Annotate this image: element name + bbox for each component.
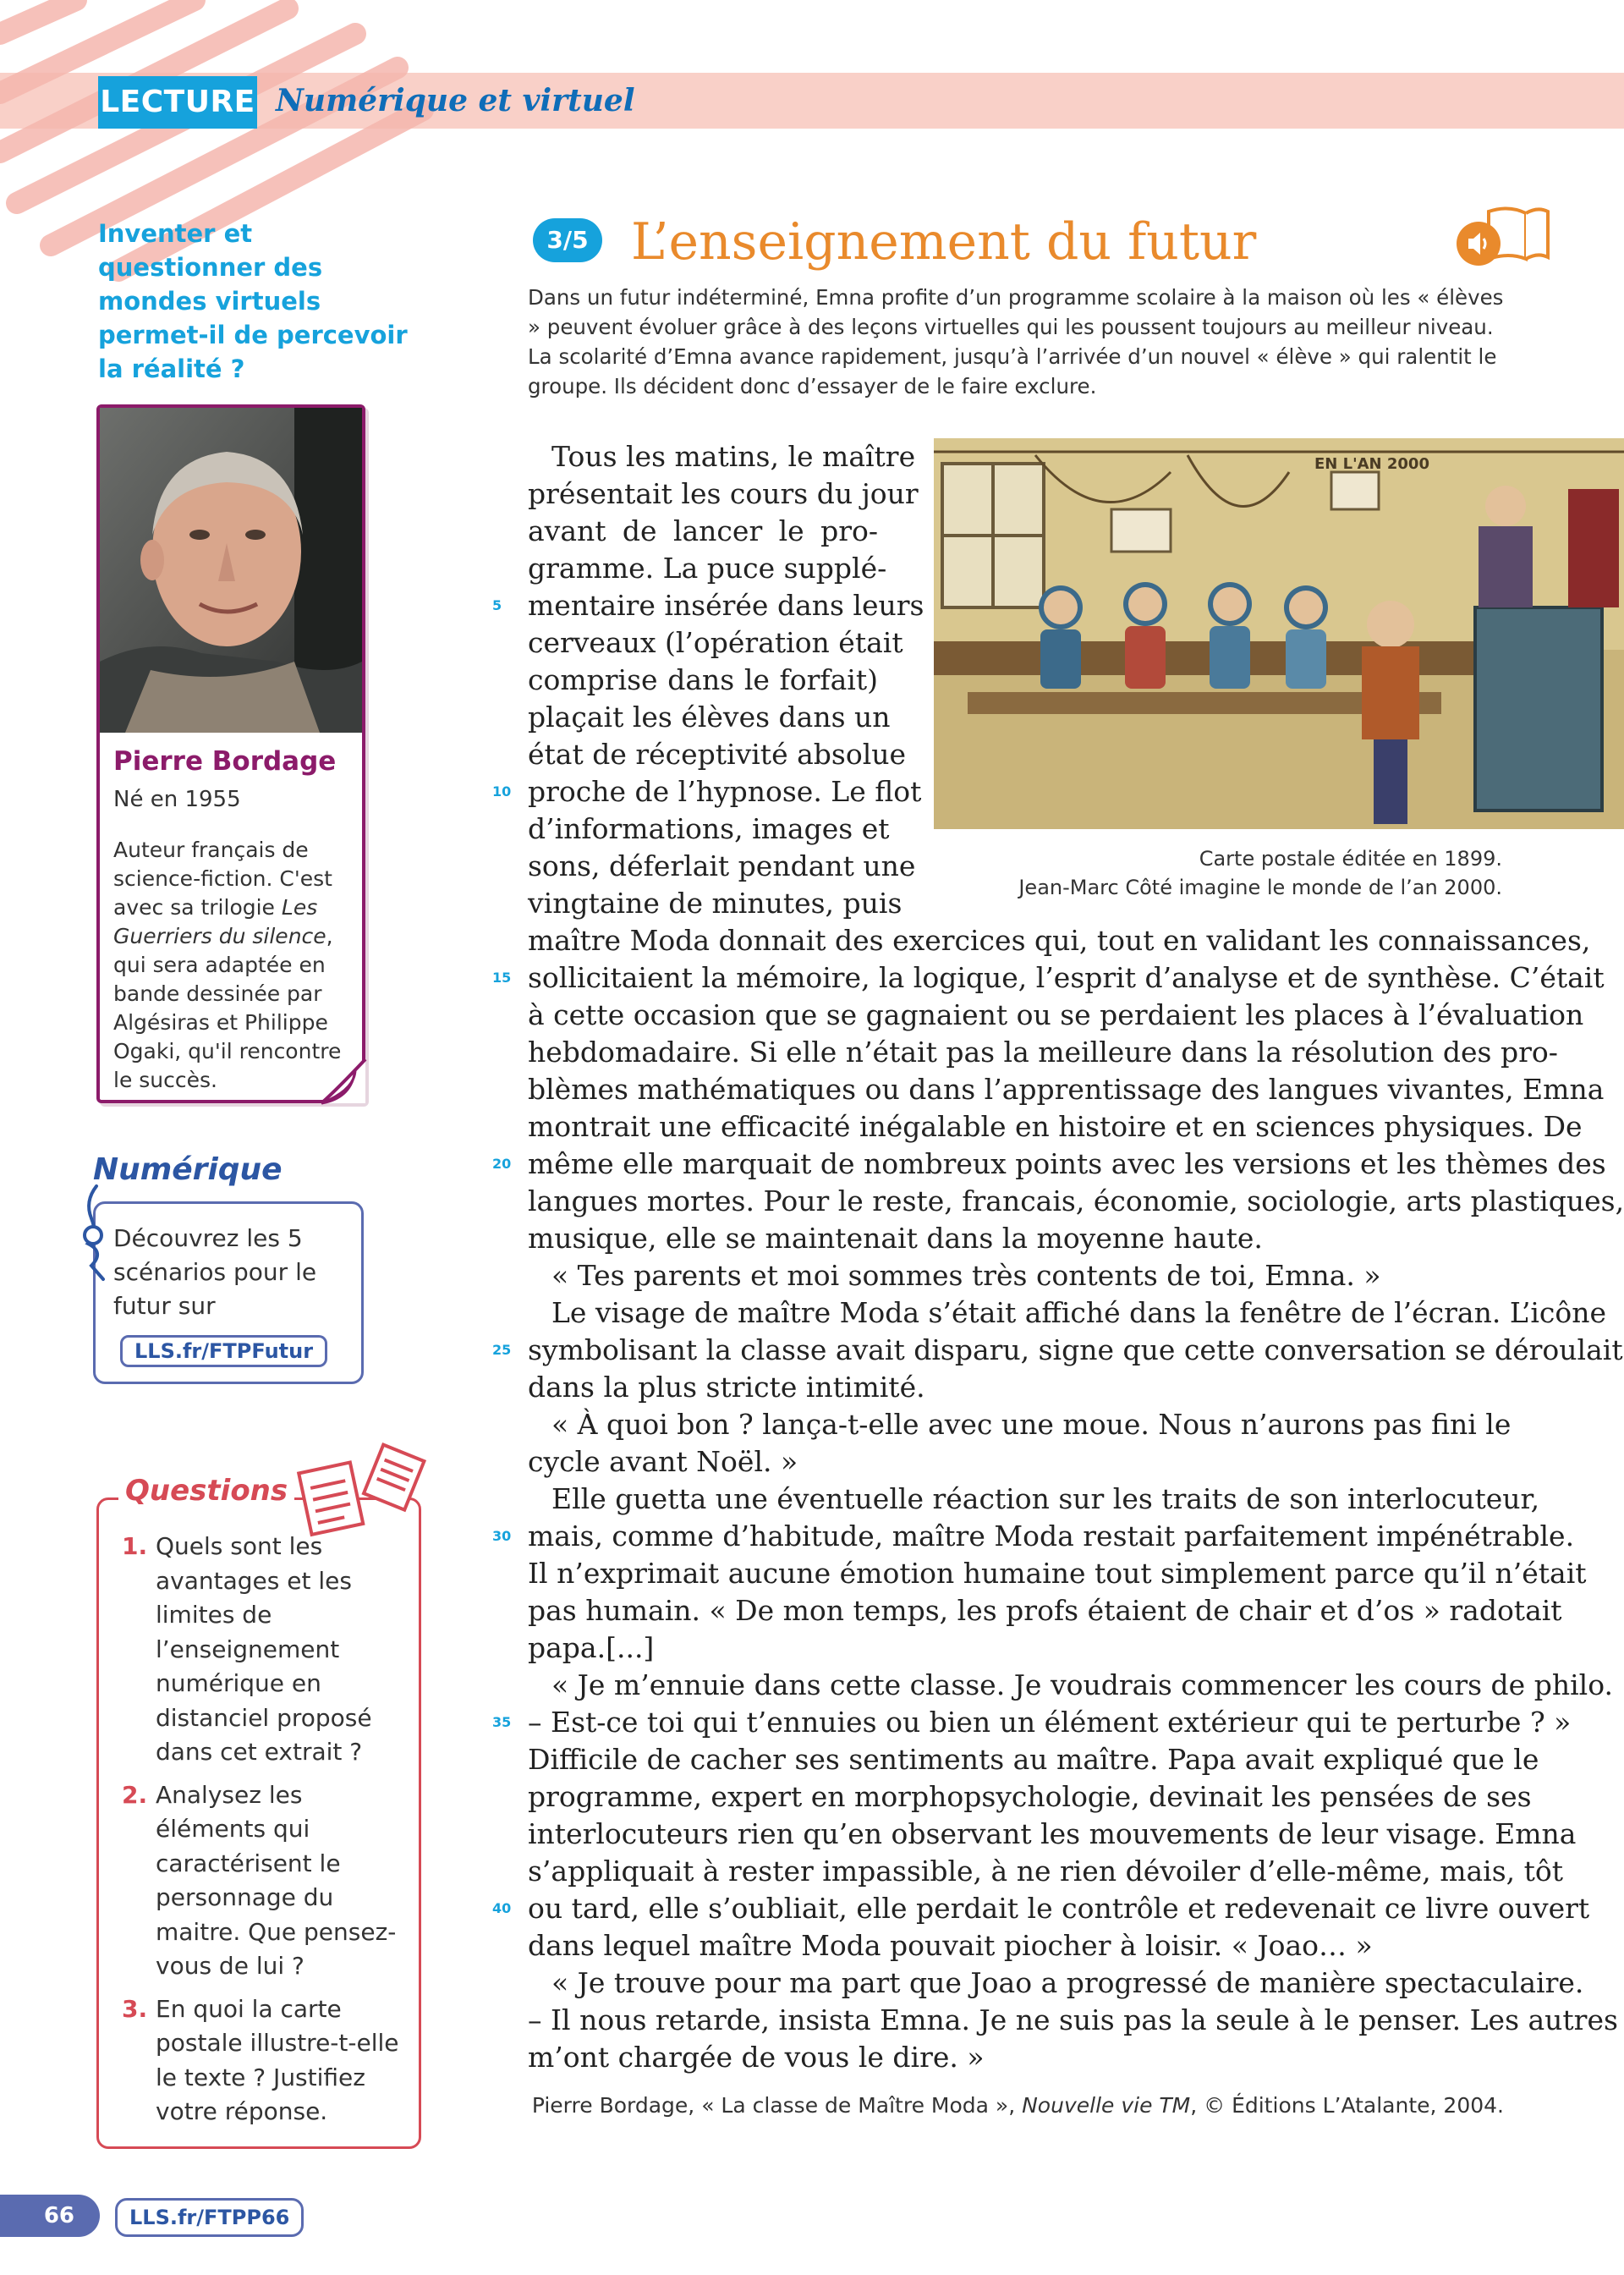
numerique-link[interactable]: LLS.fr/FTPFutur (120, 1335, 327, 1367)
line-number: 25 (492, 1342, 512, 1358)
text-line: cerveaux (l’opération était (528, 626, 903, 659)
line-number: 30 (492, 1528, 512, 1544)
postcard-label: EN L'AN 2000 (1314, 455, 1429, 473)
question-item: 1. Quels sont les avantages et les limites de l’enseignement numérique en distanciel proposé dans cet extrait ? (122, 1532, 372, 1766)
question-item: 3. En quoi la carte postale illustre-t-elle le texte ? Justifiez votre réponse. (122, 1994, 399, 2125)
text-line: – Est-ce toi qui t’ennuies ou bien un élément extérieur qui te perturbe ? » (528, 1706, 1572, 1739)
text-line: « Je trouve pour ma part que Joao a progressé de manière spectaculaire. (551, 1966, 1584, 1999)
text-line: mais, comme d’habitude, maître Moda restait parfaitement impénétrable. (528, 1519, 1575, 1552)
text-line: vingtaine de minutes, puis (528, 887, 903, 920)
hook-icon (80, 1184, 113, 1286)
line-number: 20 (492, 1156, 512, 1172)
audio-book-icon[interactable] (1450, 203, 1551, 271)
text-line: gramme. La puce supplé- (528, 552, 887, 585)
story-intro: Dans un futur indéterminé, Emna profite d’un programme scolaire à la maison où les « élèves » peuvent évoluer grâce à des leçons virtuelles qui les poussent toujours au meilleur niveau. La scolarité d’Emna avance rapidement, jusqu’à l’arrivée d’un nouvel « élève » qui ralentit le groupe. Ils décident donc d’essayer de le faire exclure. (528, 285, 1504, 398)
question-item: 2. Analysez les éléments qui caractérisent le personnage du maitre. Que pensez-vous de lui ? (122, 1780, 397, 1980)
text-line: pas humain. « De mon temps, les profs étaient de chair et d’os » radotait (528, 1594, 1562, 1627)
author-card (96, 404, 365, 1103)
text-line: programme, expert en morphopsychologie, devinait les pensées de ses (528, 1780, 1532, 1813)
text-line: « Je m’ennuie dans cette classe. Je voudrais commencer les cours de philo. (551, 1668, 1613, 1701)
text-line: hebdomadaire. Si elle n’était pas la meilleure dans la résolution des pro- (528, 1036, 1558, 1069)
text-line: symbolisant la classe avait disparu, signe que cette conversation se déroulait (528, 1333, 1623, 1366)
line-number: 5 (492, 597, 502, 613)
text-line: interlocuteurs rien qu’en observant les mouvements de leur visage. Emna (528, 1817, 1577, 1850)
numerique-title: Numérique (93, 1152, 283, 1187)
author-birth: Né en 1955 (113, 787, 241, 812)
page-curl-icon (318, 1056, 365, 1103)
author-bio: Auteur français de science-fiction. C'est avec sa trilogie Les Guerriers du silence, qui sera adaptée en bande dessinée par Algésiras et Philippe Ogaki, qu'il rencontre le succès. (113, 838, 342, 1092)
papers-icon (289, 1447, 433, 1540)
line-number: 40 (492, 1900, 512, 1916)
text-line: dans la plus stricte intimité. (528, 1371, 925, 1404)
text-line: langues mortes. Pour le reste, francais, économie, sociologie, arts plastiques, (528, 1184, 1624, 1217)
text-line: sons, déferlait pendant une (528, 849, 916, 882)
text-line: s’appliquait à rester impassible, à ne rien dévoiler d’elle-même, mais, tôt (528, 1855, 1564, 1888)
text-line: papa.[...] (528, 1631, 655, 1664)
text-line: « Tes parents et moi sommes très contents de toi, Emna. » (551, 1259, 1381, 1292)
text-line: ou tard, elle s’oubliait, elle perdait le contrôle et redevenait ce livre ouvert (528, 1892, 1590, 1925)
text-line: même elle marquait de nombreux points avec les versions et les thèmes des (528, 1147, 1606, 1180)
numerique-text: Découvrez les 5 scénarios pour le futur sur (113, 1224, 317, 1320)
questions-title: Questions (118, 1474, 294, 1508)
section-tag: LECTURE (98, 76, 257, 129)
text-line: m’ont chargée de vous le dire. » (528, 2041, 985, 2074)
text-line: à cette occasion que se gagnaient ou se perdaient les places à l’évaluation (528, 998, 1584, 1031)
text-line: Il n’exprimait aucune émotion humaine tout simplement parce qu’il n’était (528, 1557, 1587, 1590)
text-line: blèmes mathématiques ou dans l’apprentissage des langues vivantes, Emna (528, 1073, 1605, 1106)
text-line: maître Moda donnait des exercices qui, tout en validant les connaissances, (528, 924, 1591, 957)
text-line: mentaire insérée dans leurs (528, 589, 924, 622)
text-line: comprise dans le forfait) (528, 663, 878, 696)
illustration-caption: Carte postale éditée en 1899. Jean-Marc Côté imagine le monde de l’an 2000. (1018, 847, 1502, 899)
page-link[interactable]: LLS.fr/FTPP66 (115, 2198, 304, 2237)
text-line: – Il nous retarde, insista Emna. Je ne suis pas la seule à le penser. Les autres (528, 2003, 1618, 2036)
text-line: Tous les matins, le maître (551, 440, 916, 473)
text-line: musique, elle se maintenait dans la moyenne haute. (528, 1222, 1263, 1255)
questions-list (122, 1530, 409, 2138)
line-number: 35 (492, 1714, 512, 1730)
text-line: montrait une efficacité inégalable en histoire et en sciences physiques. De (528, 1110, 1583, 1143)
theme-title: Numérique et virtuel (276, 83, 635, 118)
text-line: « À quoi bon ? lança-t-elle avec une moue. Nous n’aurons pas fini le (551, 1408, 1512, 1441)
text-line: Elle guetta une éventuelle réaction sur les traits de son interlocuteur, (551, 1482, 1540, 1515)
guiding-question: Inventer et questionner des mondes virtuels permet-il de percevoir la réalité ? (98, 219, 408, 383)
text-line: Difficile de cacher ses sentiments au maître. Papa avait expliqué que le (528, 1743, 1539, 1776)
text-line: état de réceptivité absolue (528, 738, 907, 771)
text-line: présentait les cours du jour (528, 477, 919, 510)
text-line: avant de lancer le pro- (528, 514, 878, 547)
story-title: L’enseignement du futur (631, 212, 1257, 272)
author-name: Pierre Bordage (113, 746, 337, 777)
source-citation: Pierre Bordage, « La classe de Maître Moda », Nouvelle vie TM, © Éditions L’Atalante, 2004. (531, 2093, 1504, 2118)
author-photo (100, 408, 362, 733)
line-number: 15 (492, 970, 512, 986)
text-line: proche de l’hypnose. Le flot (528, 775, 922, 808)
text-line: plaçait les élèves dans un (528, 701, 891, 734)
source-work-title: Nouvelle vie TM (1022, 2093, 1191, 2118)
story-text (528, 438, 1624, 2076)
text-line: dans lequel maître Moda pouvait piocher à loisir. « Joao… » (528, 1929, 1373, 1962)
text-line: Le visage de maître Moda s’était affiché dans la fenêtre de l’écran. L’icône (551, 1296, 1607, 1329)
page-number: 66 (0, 2195, 100, 2237)
line-number: 10 (492, 783, 512, 800)
author-work-title: Les Guerriers du silence (113, 895, 326, 948)
text-line: sollicitaient la mémoire, la logique, l’esprit d’analyse et de synthèse. C’était (528, 961, 1605, 994)
sequence-badge: 3/5 (533, 218, 602, 262)
text-line: cycle avant Noël. » (528, 1445, 798, 1478)
text-line: d’informations, images et (528, 812, 890, 845)
